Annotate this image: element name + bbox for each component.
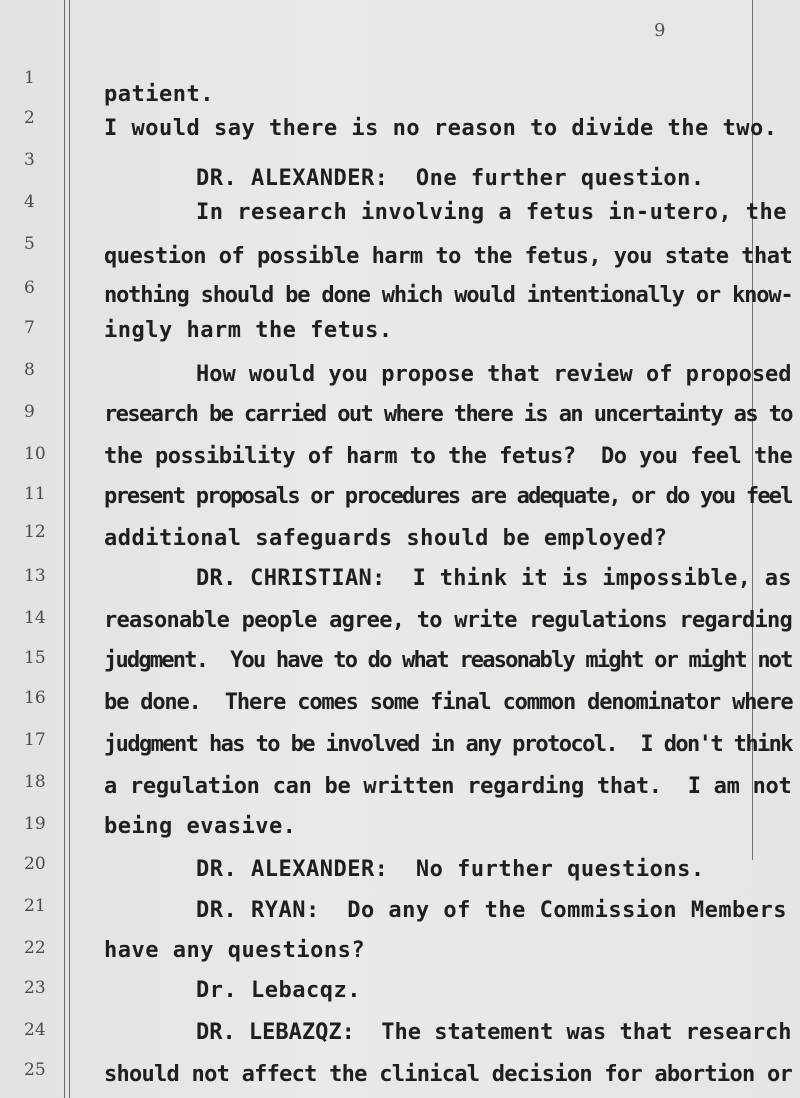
line-number: 4 (24, 192, 35, 212)
line-number: 15 (24, 648, 46, 668)
transcript-line: Dr. Lebacqz. (196, 978, 361, 1003)
line-number: 23 (24, 978, 46, 998)
line-number: 1 (24, 68, 35, 88)
transcript-line: being evasive. (104, 814, 297, 839)
line-number: 5 (24, 234, 35, 254)
transcript-line: patient. (104, 82, 214, 107)
transcript-line: DR. CHRISTIAN: I think it is impossible, as (196, 566, 792, 591)
line-number: 6 (24, 278, 35, 298)
page-number: 9 (654, 20, 666, 41)
line-number: 14 (24, 608, 46, 628)
line-number: 25 (24, 1060, 46, 1080)
line-number: 24 (24, 1020, 46, 1040)
transcript-line: question of possible harm to the fetus, you state that (104, 244, 793, 269)
line-number: 16 (24, 688, 46, 708)
line-number: 18 (24, 772, 46, 792)
transcript-line: DR. RYAN: Do any of the Commission Members (196, 898, 788, 923)
line-number: 3 (24, 150, 35, 170)
transcript-line: ingly harm the fetus. (104, 318, 393, 343)
transcript-line: nothing should be done which would intentionally or know- (104, 283, 793, 308)
margin-rule-left-outer (64, 0, 65, 1098)
line-number: 19 (24, 814, 46, 834)
line-number: 12 (24, 522, 46, 542)
transcript-line: judgment has to be involved in any protocol. I don't think (104, 732, 792, 757)
transcript-line: reasonable people agree, to write regulations regarding (104, 608, 792, 633)
line-number: 7 (24, 318, 35, 338)
line-number: 2 (24, 108, 35, 128)
transcript-line: research be carried out where there is an uncertainty as to (104, 402, 792, 427)
transcript-line: additional safeguards should be employed? (104, 526, 668, 551)
transcript-line: How would you propose that review of proposed (196, 362, 792, 387)
line-number: 22 (24, 938, 46, 958)
line-number: 11 (24, 484, 46, 504)
line-number: 20 (24, 854, 46, 874)
line-number: 10 (24, 444, 46, 464)
transcript-line: should not affect the clinical decision for abortion or (104, 1062, 792, 1087)
margin-rule-left-inner (69, 0, 70, 1098)
transcript-line: DR. ALEXANDER: One further question. (196, 166, 705, 191)
line-number: 9 (24, 402, 35, 422)
line-number: 17 (24, 730, 46, 750)
line-number: 13 (24, 566, 46, 586)
transcript-line: have any questions? (104, 938, 366, 963)
transcript-line: the possibility of harm to the fetus? Do you feel the (104, 444, 793, 469)
transcript-line: I would say there is no reason to divide the two. (104, 116, 778, 141)
line-number: 21 (24, 896, 46, 916)
transcript-line: DR. LEBAZQZ: The statement was that research (196, 1020, 792, 1045)
transcript-line: a regulation can be written regarding that. I am not (104, 774, 792, 799)
transcript-line: be done. There comes some final common denominator where (104, 690, 793, 715)
transcript-line: DR. ALEXANDER: No further questions. (196, 857, 705, 882)
transcript-line: In research involving a fetus in-utero, the (196, 200, 788, 225)
line-number: 8 (24, 360, 35, 380)
transcript-line: judgment. You have to do what reasonably might or might not (104, 648, 792, 673)
transcript-line: present proposals or procedures are adequate, or do you feel (104, 484, 792, 509)
